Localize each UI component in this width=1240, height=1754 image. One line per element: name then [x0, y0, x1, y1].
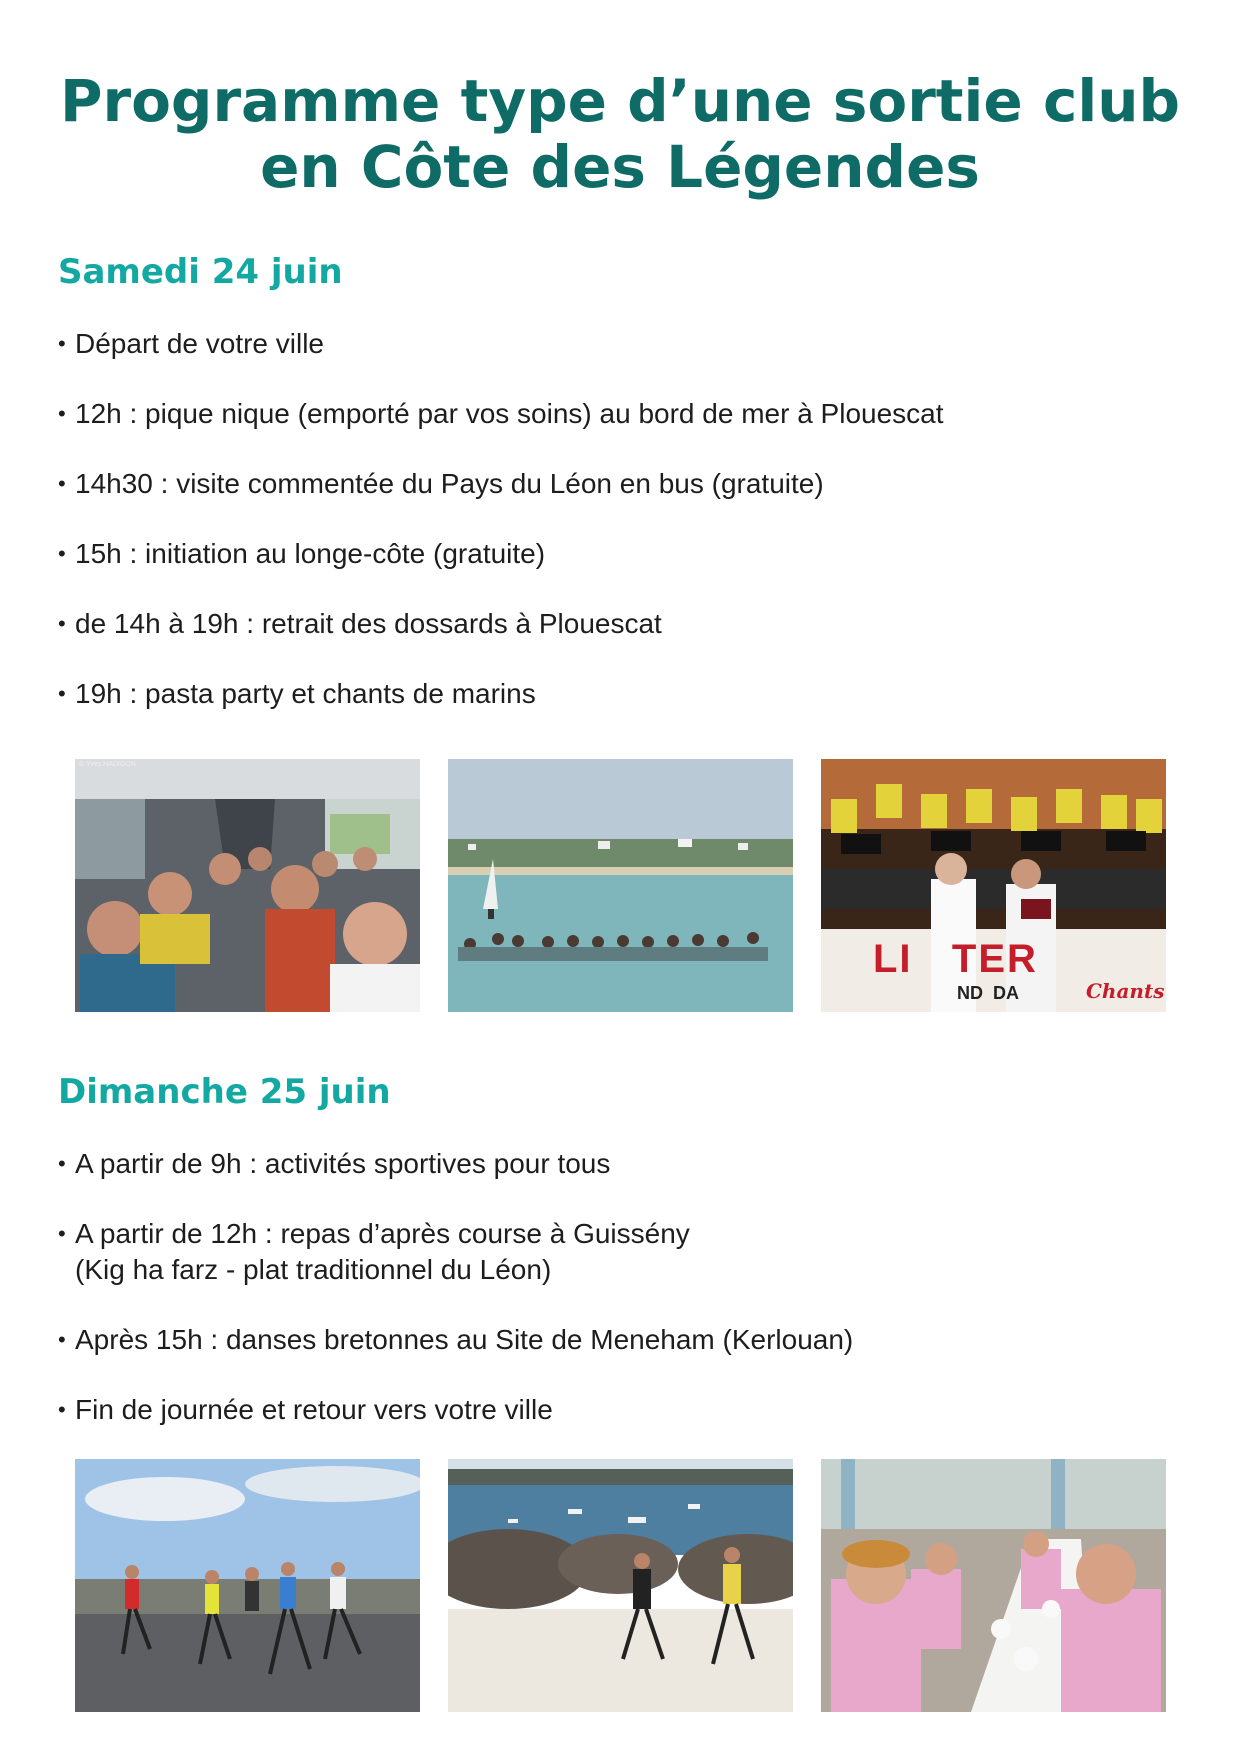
- list-item: • de 14h à 19h : retrait des dossards à Plouescat: [58, 606, 944, 642]
- banner-text: LI TER: [873, 937, 1038, 981]
- list-item: • A partir de 9h : activités sportives pour tous: [58, 1146, 853, 1182]
- sunday-photo-row: [75, 1459, 1166, 1712]
- photo-coastal-trail: [448, 1459, 793, 1712]
- photo-longe-cote: [448, 759, 793, 1012]
- saturday-schedule-list: [58, 326, 944, 746]
- sunday-schedule-list: [58, 1146, 853, 1462]
- photo-group-meal: [821, 1459, 1166, 1712]
- list-item: • 19h : pasta party et chants de marins: [58, 676, 944, 712]
- photo-credit: © Yves HADIGON: [79, 761, 136, 768]
- list-item: • Fin de journée et retour vers votre ville: [58, 1392, 853, 1428]
- banner-script-text: Chants: [1086, 979, 1165, 1003]
- list-item: • 12h : pique nique (emporté par vos soins) au bord de mer à Plouescat: [58, 396, 944, 432]
- list-item: • 15h : initiation au longe-côte (gratuite): [58, 536, 944, 572]
- list-item: • Après 15h : danses bretonnes au Site de Meneham (Kerlouan): [58, 1322, 853, 1358]
- day-heading-saturday: Samedi 24 juin: [58, 252, 343, 292]
- list-item: • A partir de 12h : repas d’après course à Guissény (Kig ha farz - plat traditionnel du Léon): [58, 1216, 853, 1288]
- banner-subtext: ND DA: [957, 983, 1019, 1003]
- title-line-2: en Côte des Légendes: [260, 133, 980, 201]
- list-item: • 14h30 : visite commentée du Pays du Léon en bus (gratuite): [58, 466, 944, 502]
- title-line-1: Programme type d’une sortie club: [59, 67, 1181, 135]
- saturday-photo-row: [75, 759, 1166, 1012]
- page-title: [0, 68, 1240, 200]
- photo-bus-visit: [75, 759, 420, 1012]
- photo-road-race: [75, 1459, 420, 1712]
- list-item: • Départ de votre ville: [58, 326, 944, 362]
- photo-sea-shanty-concert: [821, 759, 1166, 1012]
- day-heading-sunday: Dimanche 25 juin: [58, 1072, 391, 1112]
